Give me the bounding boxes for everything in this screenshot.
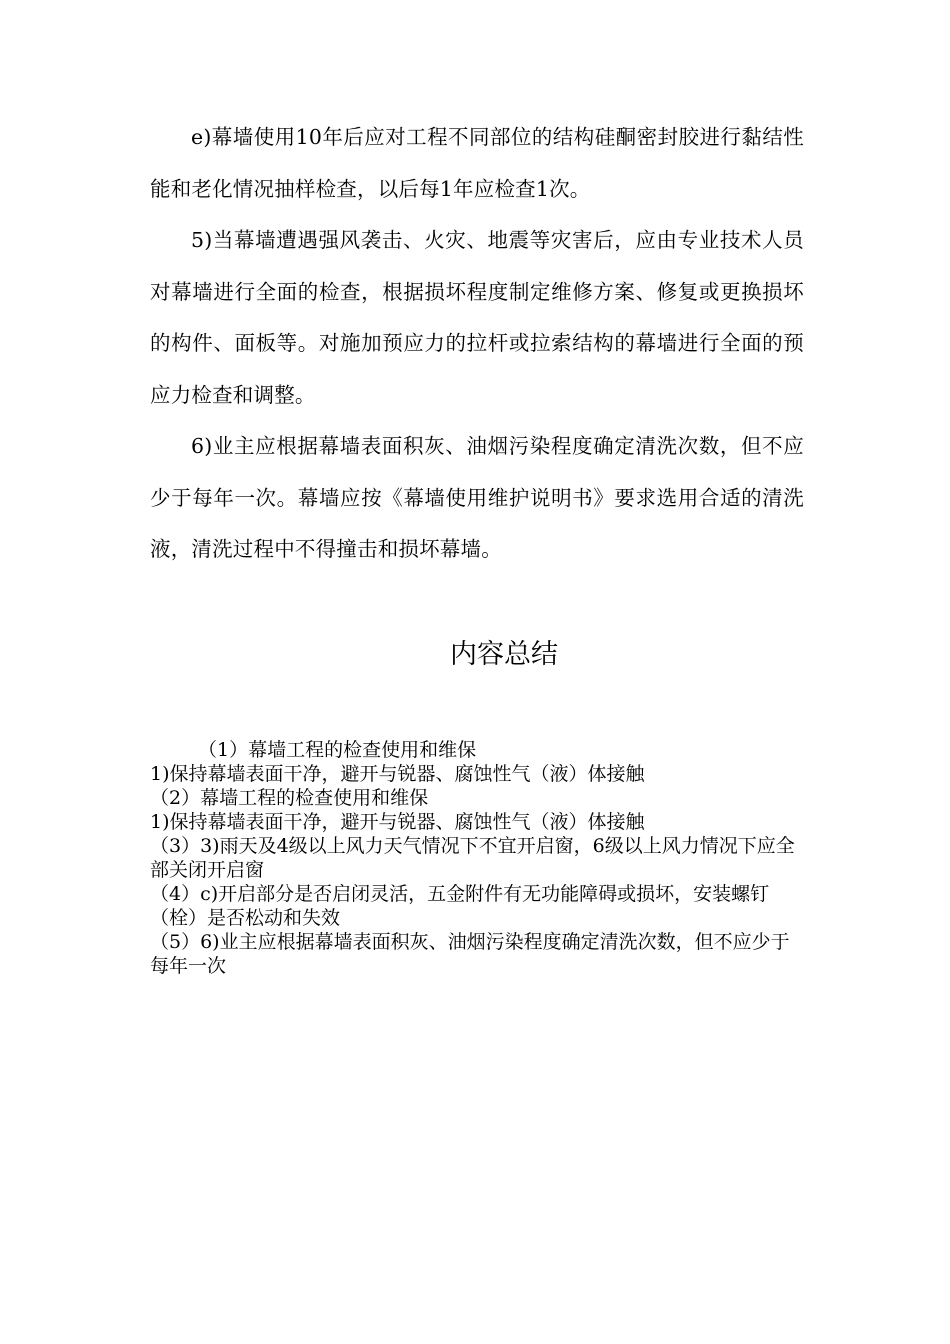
summary-line: （2）幕墙工程的检查使用和维保 [150, 787, 429, 809]
summary-line: 1)保持幕墙表面干净，避开与锐器、腐蚀性气（液）体接触 [150, 763, 645, 785]
summary-line: （1）幕墙工程的检查使用和维保 [198, 739, 477, 761]
body-text [150, 112, 804, 576]
summary-line: （4）c)开启部分是否启闭灵活，五金附件有无功能障碍或损坏，安装螺钉（栓）是否松动和失效 [150, 883, 770, 929]
summary-list [150, 738, 804, 978]
summary-title: 内容总结 [450, 639, 558, 670]
summary-line: （3）3)雨天及4级以上风力天气情况下不宜开启窗，6级以上风力情况下应全部关闭开启窗 [150, 835, 795, 881]
paragraph-disaster-inspection: 5)当幕墙遭遇强风袭击、火灾、地震等灾害后，应由专业技术人员对幕墙进行全面的检查，根据损坏程度制定维修方案、修复或更换损坏的构件、面板等。对施加预应力的拉杆或拉索结构的幕墙进行全面的预应力检查和调整。 [150, 228, 804, 407]
paragraph-sealant-inspection: e)幕墙使用10年后应对工程不同部位的结构硅酮密封胶进行黏结性能和老化情况抽样检查，以后每1年应检查1次。 [150, 125, 804, 201]
summary-line: 1)保持幕墙表面干净，避开与锐器、腐蚀性气（液）体接触 [150, 811, 645, 833]
summary-line: （5）6)业主应根据幕墙表面积灰、油烟污染程度确定清洗次数，但不应少于每年一次 [150, 931, 790, 977]
paragraph-cleaning: 6)业主应根据幕墙表面积灰、油烟污染程度确定清洗次数，但不应少于每年一次。幕墙应按《幕墙使用维护说明书》要求选用合适的清洗液，清洗过程中不得撞击和损坏幕墙。 [150, 434, 804, 561]
